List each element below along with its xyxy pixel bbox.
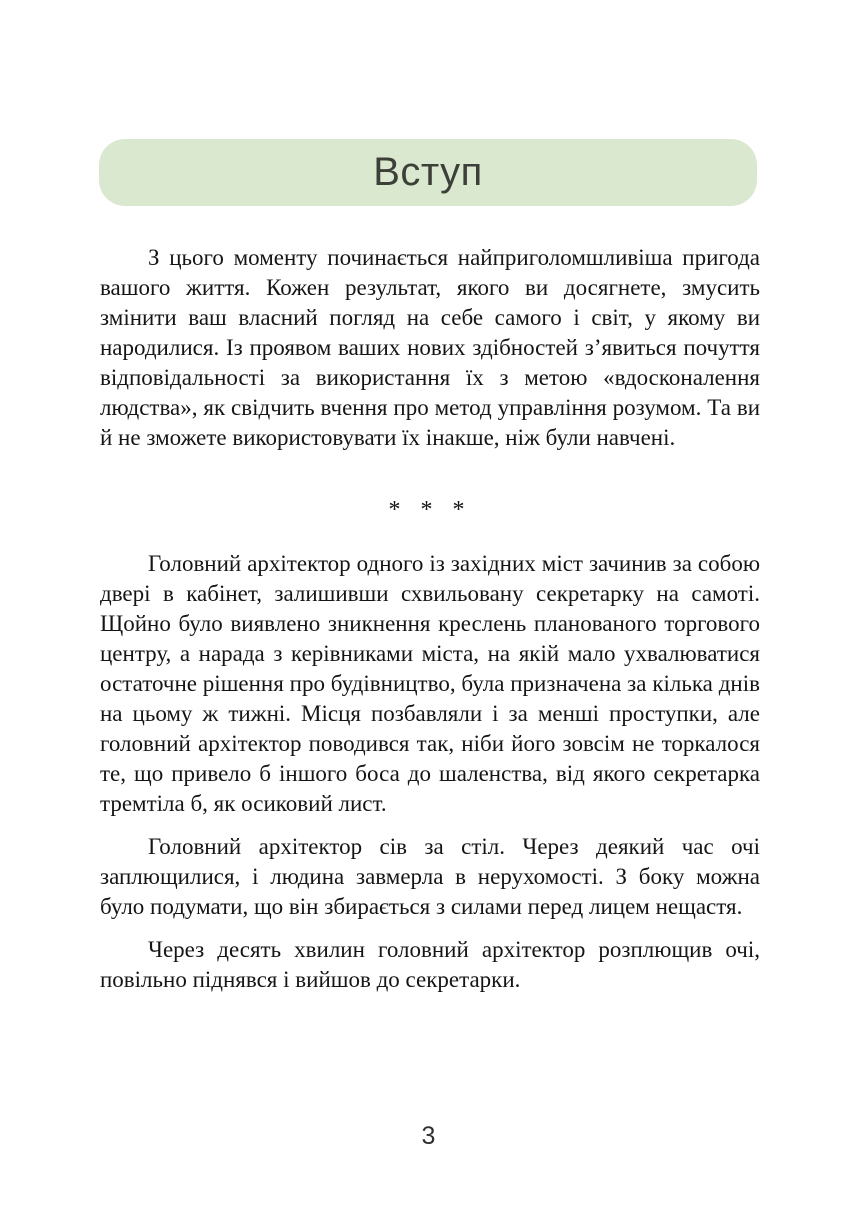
story-paragraph: Через десять хвилин головний архітектор розплющив очі, повільно піднявся і вийшов до секретарки. [100,937,760,992]
chapter-header [99,139,757,206]
body-text [100,243,760,995]
section-separator: * * * [388,497,472,523]
story-paragraph: Головний архітектор сів за стіл. Через деякий час очі заплющилися, і людина завмерла в нерухомості. З боку можна було подумати, що він збирається з силами перед лицем нещастя. [100,834,760,919]
chapter-title: Вступ [373,150,483,194]
page-number: 3 [421,1122,436,1150]
intro-paragraph: З цього моменту починається найприголомшливіша пригода вашого життя. Кожен результат, якого ви досягнете, змусить змінити ваш власний погляд на себе самого і світ, у якому ви народилися. Із проявом ваших нових здібностей з’явиться почуття відповідальності за використання їх з метою «вдосконалення людства», як свідчить вчення про метод управління розумом. Та ви й не зможете використовувати їх інакше, ніж були навчені. [100,245,760,450]
story-paragraph: Головний архітектор одного із західних міст зачинив за собою двері в кабінет, залишивши схвильовану секретарку на самоті. Щойно було виявлено зникнення креслень планованого торгового центру, а нарада з керівниками міста, на якій мало ухвалюватися остаточне рішення про будівництво, була призначена за кілька днів на цьому ж тижні. Місця позбавляли і за менші проступки, але головний архітектор поводився так, ніби його зовсім не торкалося те, що привело б іншого боса до шаленства, від якого секретарка тремтіла б, як осиковий лист. [100,551,760,816]
